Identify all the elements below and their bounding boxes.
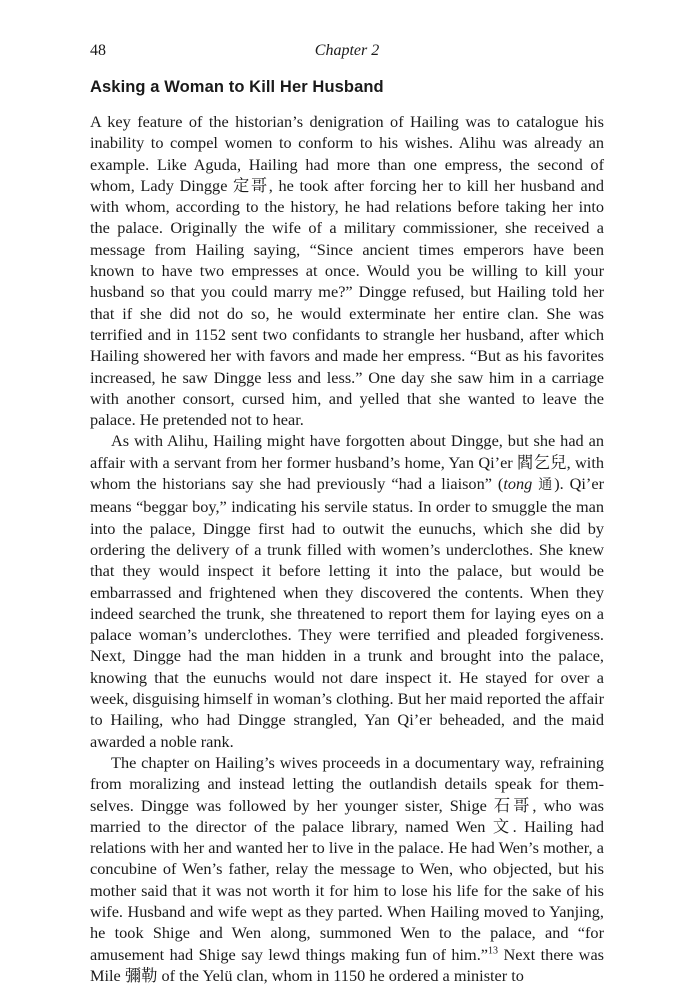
paragraph-2-text-before: As with Alihu, Hailing might have forgotten about Dingge, but she had an affair with a servant from her former husband’s home, Yan Qi’er 閻乞兒, with whom the historians say she had previously “had a liaison” ( [90,431,604,494]
paragraph-3-text-before: The chapter on Hailing’s wives proceeds in a documentary way, refraining from moralizing and instead letting the outlandish details speak for themselves. Dingge was followed by her younger sister, Shige 石哥, who was married to the director of the palace library, named Wen 文. Hailing had relations with her and wanted her to live in the palace. He had Wen’s mother, a concubine of Wen’s father, relay the message to Wen, who objected, but his mother said that it was not worth it for him to lose his life for the sake of his wife. Husband and wife wept as they parted. When Hailing moved to Yanjing, he took Shige and Wen along, summoned Wen to the palace, and “for amusement had Shige say lewd things making fun of him.” [90,752,604,964]
running-head [90,40,604,62]
chapter-label: Chapter 2 [314,42,380,59]
paragraph-3-text-after: Next there was Mile 彌勒 of the Yelü clan, whom in 1150 he ordered a minister to [90,944,605,985]
page-number: 48 [90,42,106,59]
footnote-marker: 13 [488,945,499,957]
paragraph-2-text-after: ). Qi’er means “beggar boy,” indicating his servile status. In order to smuggle the man into the palace, Dingge first had to outwit the eunuchs, which she did by ordering the delivery of a trunk filled with women’s underclothes. She knew that they would inspect it before letting it into the palace, but would be embarrassed and frightened when they discovered the contents. When they indeed searched the trunk, she threatened to report them for laying eyes on a palace woman’s underclothes. They were terrified and pleaded forgiveness. Next, Dingge had the man hidden in a trunk and brought into the palace, knowing that the eunuchs would not dare inspect it. He stayed for over a week, disguising himself in woman’s clothing. But her maid reported the affair to Hailing, who had Dingge strangled, Yan Qi’er beheaded, and the maid awarded a noble rank. [90,474,605,751]
section-heading: Asking a Woman to Kill Her Husband [90,78,384,96]
term-tong-cjk: 通 [538,477,555,494]
paragraph-3 [90,752,604,986]
book-page [90,40,604,986]
paragraph-1: A key feature of the historian’s denigration of Hailing was to catalogue his inability to compel women to conform to his wishes. Alihu was already an example. Like Aguda, Hailing had more than one empress, the second of whom, Lady Dingge 定哥, he took after forcing her to kill her husband and with whom, according to the history, he had relations before taking her into the palace. Originally the wife of a military commissioner, she received a message from Hailing saying, “Since ancient times emperors have been known to have two empresses at once. Would you be willing to kill your husband so that you could marry me?” Dingge refused, but Hailing told her that if she did not do so, he would exterminate her entire clan. She was terrified and in 1152 sent two confidants to strangle her husband, after which Hailing showered her with favors and made her empress. “But as his favorites increased, he saw Dingge less and less.” One day she saw him in a carriage with another consort, cursed him, and yelled that she wanted to leave the palace. He pretended not to hear. [90,112,604,430]
term-tong: tong [503,474,533,494]
body-text [90,111,604,986]
paragraph-2 [90,430,604,751]
